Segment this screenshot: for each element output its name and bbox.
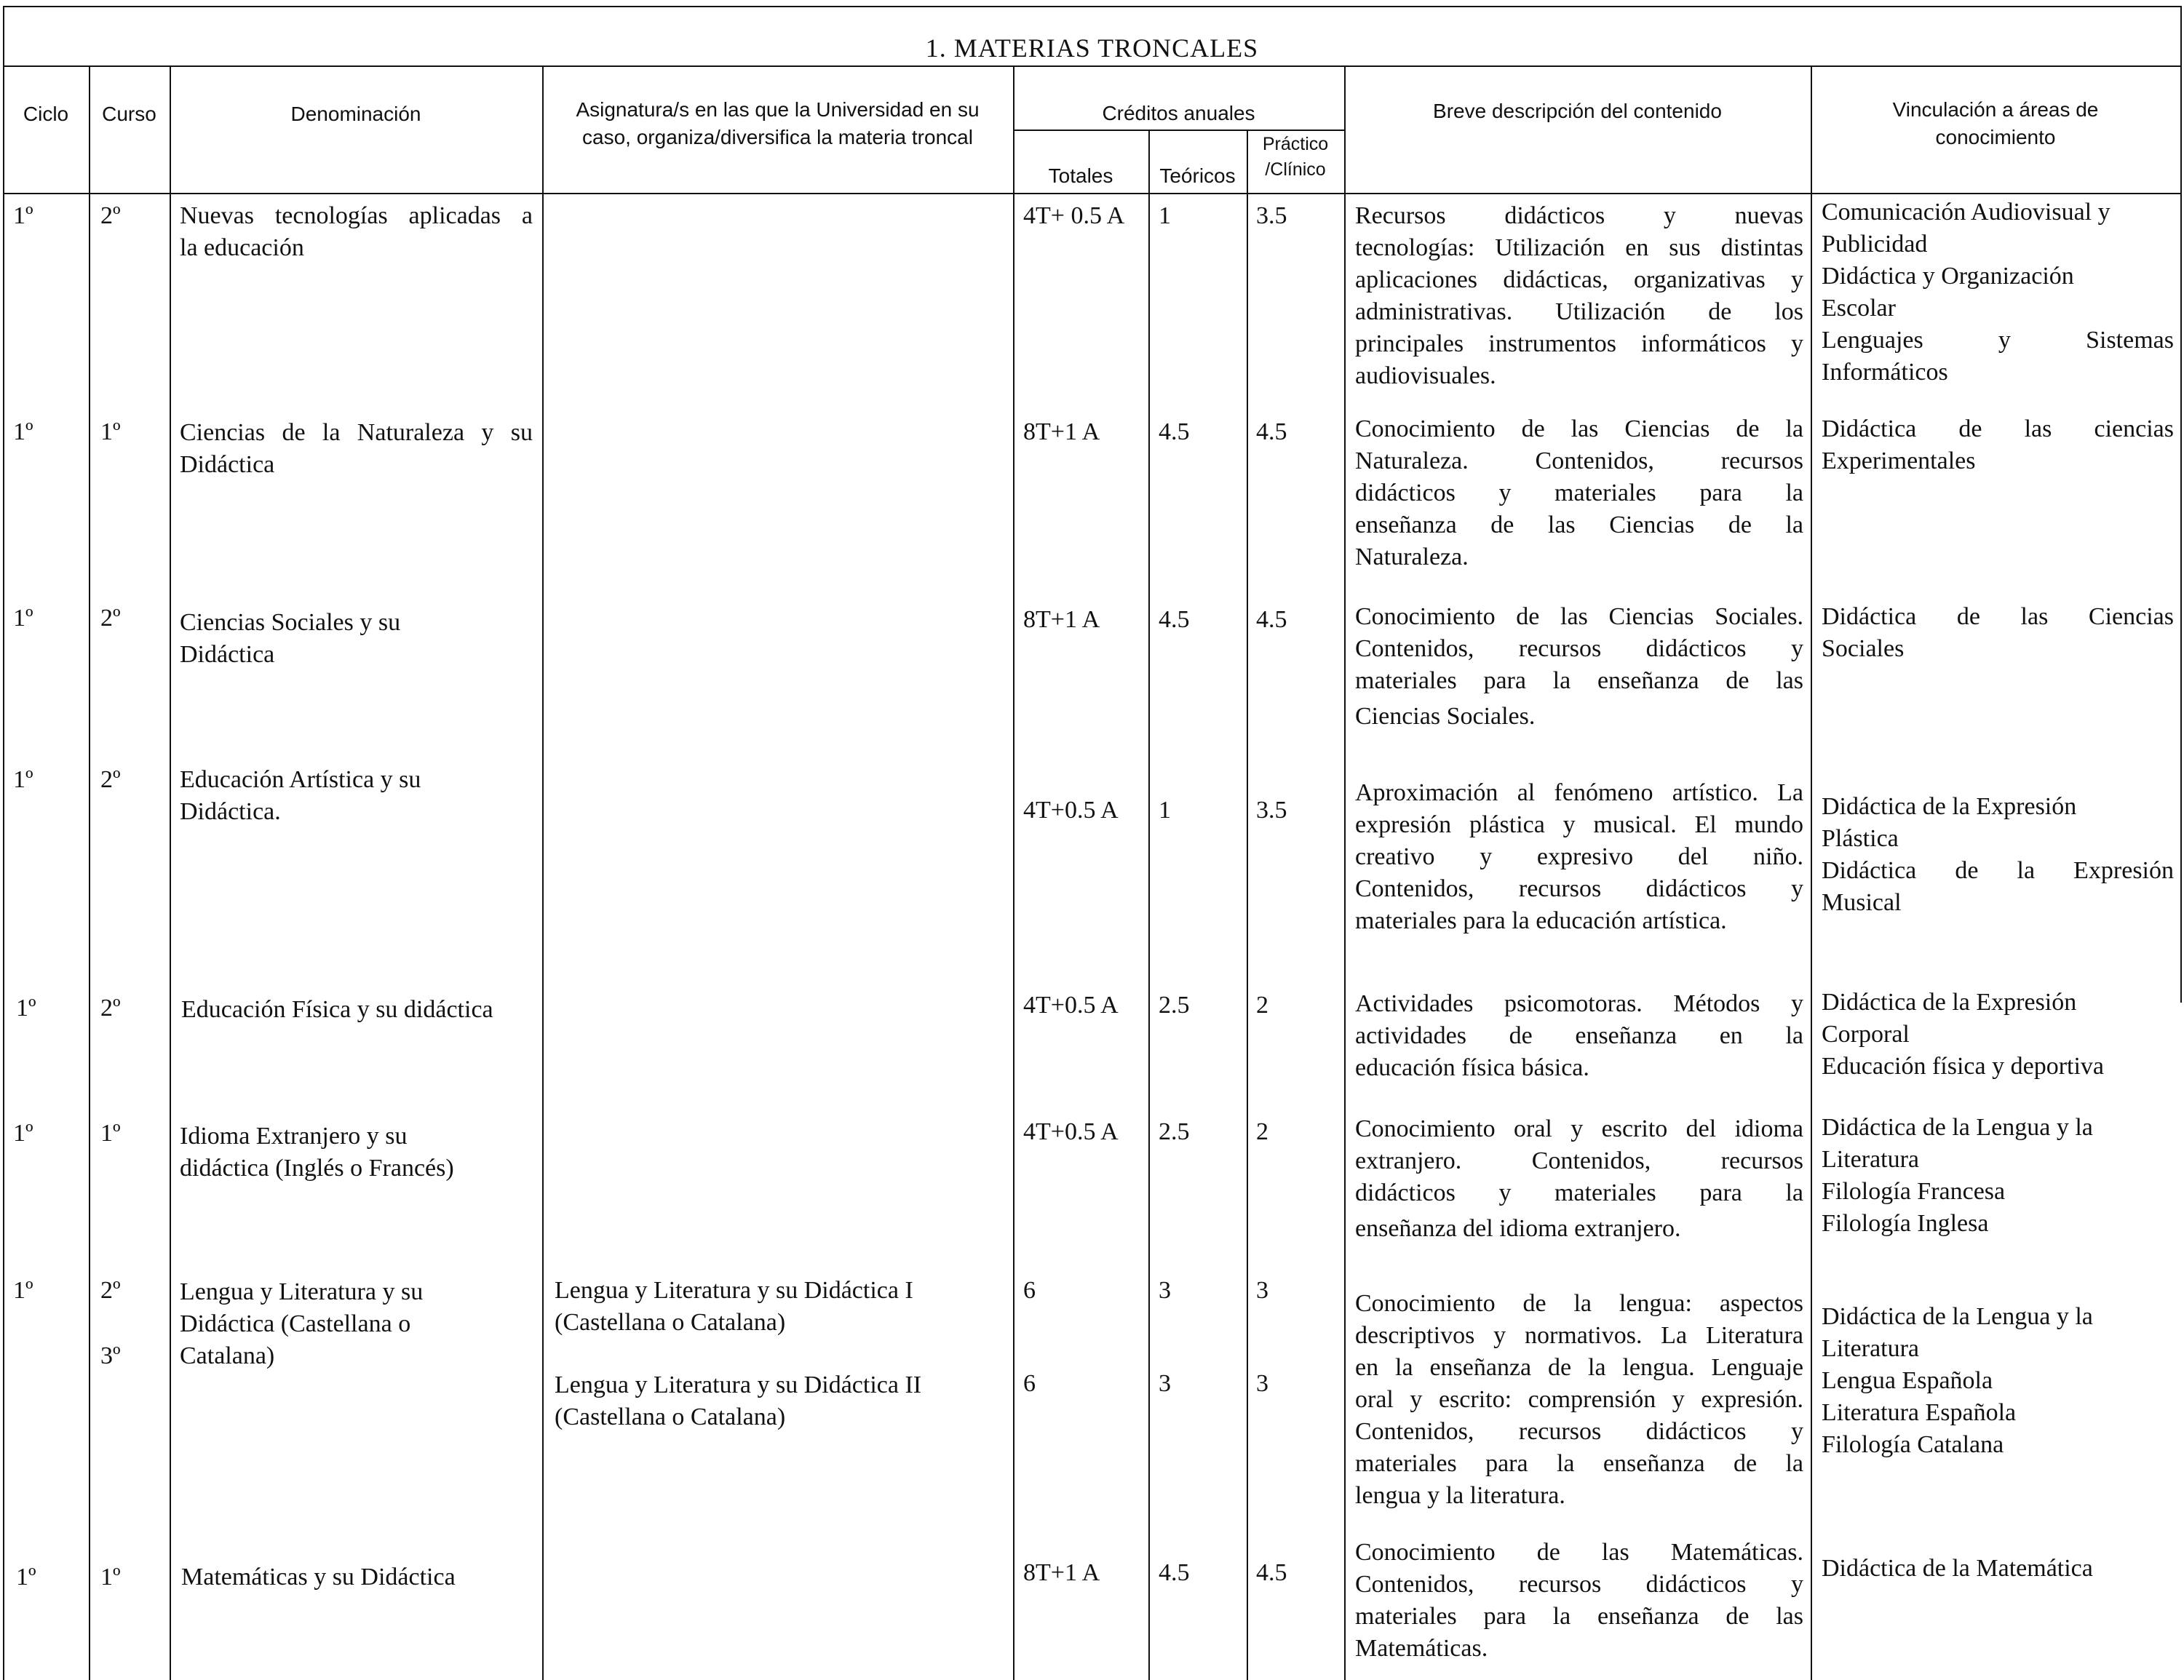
row1-curso: 2º — [100, 202, 121, 229]
row3-vinculacion: Didáctica de las Ciencias Sociales — [1822, 603, 2174, 662]
row3-descripcion: Conocimiento de las Ciencias Sociales. Contenidos, recursos didácticos y materiales para la enseñanza de las Ciencias Sociales. — [1355, 603, 1803, 730]
row7-descripcion: Conocimiento de la lengua: aspectos descriptivos y normativos. La Literatura en la enseñanza de la lengua. Lenguaje oral y escrito: comprensión y expresión. Contenidos, recursos didácticos y materiales para la enseñanza de la lengua y la literatura. — [1355, 1290, 1803, 1509]
header-totales: Totales — [1048, 164, 1113, 187]
row7-teoricos-2: 3 — [1159, 1370, 1171, 1397]
row2-descripcion: Conocimiento de las Ciencias de la Naturaleza. Contenidos, recursos didácticos y materiales para la enseñanza de las Ciencias de la Naturaleza. — [1355, 415, 1803, 570]
row4-teoricos: 1 — [1159, 797, 1171, 824]
header-asignatura-line1: Asignatura/s en las que la Universidad en su — [576, 98, 980, 121]
row7-denominacion-line1: Lengua y Literatura y su — [180, 1278, 424, 1305]
row2-curso: 1º — [100, 418, 121, 445]
row7-curso: 2º — [100, 1277, 121, 1304]
row6-denominacion-line1: Idioma Extranjero y su — [180, 1123, 408, 1150]
credits-subheader-line — [1013, 130, 1344, 131]
row2-totales: 8T+1 A — [1023, 418, 1100, 445]
row8-teoricos: 4.5 — [1159, 1559, 1190, 1586]
row8-descripcion: Conocimiento de las Matemáticas. Contenidos, recursos didácticos y materiales para la enseñanza de las Matemáticas. — [1355, 1539, 1803, 1662]
row1-totales: 4T+ 0.5 A — [1023, 202, 1125, 229]
row3-curso: 2º — [100, 605, 121, 632]
col-line-teoricos — [1247, 130, 1248, 1680]
row5-totales: 4T+0.5 A — [1023, 992, 1119, 1019]
row1-descripcion: Recursos didácticos y nuevas tecnologías: Utilización en sus distintas aplicaciones didácticas, organizativas y administrativas. Utilización de los principales instrumentos informáticos y audiovisuales. — [1355, 202, 1803, 389]
row6-vinculacion: Didáctica de la Lengua y la Literatura Filología Francesa Filología Inglesa — [1822, 1114, 2093, 1237]
row5-teoricos: 2.5 — [1159, 992, 1190, 1019]
row8-ciclo: 1º — [16, 1564, 36, 1591]
header-practico-line1: Práctico — [1262, 134, 1329, 154]
row8-vinculacion: Didáctica de la Matemática — [1822, 1555, 2093, 1582]
row3-ciclo: 1º — [13, 605, 33, 632]
row7-asignatura1-line2: (Castellana o Catalana) — [555, 1309, 786, 1336]
header-ciclo: Ciclo — [23, 103, 69, 125]
page-title: 1. MATERIAS TRONCALES — [925, 33, 1259, 63]
row1-practico: 3.5 — [1256, 202, 1287, 229]
header-practico-line2: /Clínico — [1265, 159, 1326, 180]
header-creditos: Créditos anuales — [1102, 102, 1255, 124]
table-border-left — [3, 6, 4, 1680]
row8-curso: 1º — [100, 1564, 121, 1591]
row2-vinculacion: Didáctica de las ciencias Experimentales — [1822, 415, 2174, 474]
row7-asignatura1-line1: Lengua y Literatura y su Didáctica I — [555, 1277, 913, 1304]
header-denominacion: Denominación — [290, 103, 421, 125]
row2-teoricos: 4.5 — [1159, 418, 1190, 445]
row7-totales: 6 — [1023, 1277, 1036, 1304]
header-vinculacion-line1: Vinculación a áreas de — [1892, 98, 2099, 121]
row4-vinculacion: Didáctica de la Expresión Plástica Didáctica de la Expresión Musical — [1822, 793, 2174, 916]
col-line-practico — [1344, 65, 1346, 1680]
header-descripcion: Breve descripción del contenido — [1433, 100, 1722, 122]
row3-totales: 8T+1 A — [1023, 606, 1100, 633]
row7-denominacion-line2: Didáctica (Castellana o — [180, 1310, 411, 1337]
row1-ciclo: 1º — [13, 202, 33, 229]
row5-ciclo: 1º — [16, 995, 36, 1022]
row8-totales: 8T+1 A — [1023, 1559, 1100, 1586]
row7-practico: 3 — [1256, 1277, 1268, 1304]
header-separator — [3, 193, 2182, 194]
row6-teoricos: 2.5 — [1159, 1118, 1190, 1145]
row1-vinculacion: Comunicación Audiovisual y Publicidad Didáctica y Organización Escolar Lenguajes y Sistemas Informáticos — [1822, 199, 2174, 386]
header-asignatura-line2: caso, organiza/diversifica la materia troncal — [582, 126, 973, 148]
row6-denominacion-line2: didáctica (Inglés o Francés) — [180, 1155, 454, 1182]
col-line-curso — [170, 65, 171, 1680]
row7-curso-2: 3º — [100, 1342, 121, 1369]
row4-denominacion-line1: Educación Artística y su — [180, 766, 421, 793]
row1-denominacion: Nuevas tecnologías aplicadas a la educación — [180, 202, 533, 261]
header-vinculacion-line2: conocimiento — [1935, 126, 2056, 148]
row7-teoricos: 3 — [1159, 1277, 1171, 1304]
row8-denominacion: Matemáticas y su Didáctica — [181, 1564, 456, 1591]
row6-curso: 1º — [100, 1120, 121, 1147]
table-border-right — [2180, 6, 2182, 1003]
col-line-denominacion — [542, 65, 544, 1680]
row2-ciclo: 1º — [13, 418, 33, 445]
row6-descripcion: Conocimiento oral y escrito del idioma extranjero. Contenidos, recursos didácticos y materiales para la enseñanza del idioma extranjero. — [1355, 1115, 1803, 1242]
row2-practico: 4.5 — [1256, 418, 1287, 445]
row3-teoricos: 4.5 — [1159, 606, 1190, 633]
row4-curso: 2º — [100, 766, 121, 793]
col-line-descripcion — [1811, 65, 1812, 1680]
row7-asignatura2-line2: (Castellana o Catalana) — [555, 1404, 786, 1430]
title-separator — [3, 65, 2182, 67]
row4-totales: 4T+0.5 A — [1023, 797, 1119, 824]
header-teoricos: Teóricos — [1159, 164, 1236, 187]
row7-asignatura2-line1: Lengua y Literatura y su Didáctica II — [555, 1372, 922, 1398]
col-line-asignatura — [1013, 65, 1014, 1680]
row5-practico: 2 — [1256, 992, 1268, 1019]
row6-practico: 2 — [1256, 1118, 1268, 1145]
row3-denominacion-line2: Didáctica — [180, 641, 275, 668]
table-border-top — [3, 6, 2182, 7]
row4-practico: 3.5 — [1256, 797, 1287, 824]
row3-denominacion-line1: Ciencias Sociales y su — [180, 609, 401, 636]
row4-descripcion: Aproximación al fenómeno artístico. La expresión plástica y musical. El mundo creativo y expresivo del niño. Contenidos, recursos didácticos y materiales para la educación artística. — [1355, 779, 1803, 934]
row6-ciclo: 1º — [13, 1120, 33, 1147]
row7-practico-2: 3 — [1256, 1370, 1268, 1397]
row4-denominacion-line2: Didáctica. — [180, 798, 281, 825]
row5-curso: 2º — [100, 995, 121, 1022]
row7-denominacion-line3: Catalana) — [180, 1342, 275, 1369]
header-curso: Curso — [102, 103, 156, 125]
row1-teoricos: 1 — [1159, 202, 1171, 229]
row5-descripcion: Actividades psicomotoras. Métodos y actividades de enseñanza en la educación física básica. — [1355, 990, 1803, 1081]
col-line-totales — [1148, 130, 1150, 1680]
row5-vinculacion: Didáctica de la Expresión Corporal Educación física y deportiva — [1822, 989, 2105, 1080]
row7-totales-2: 6 — [1023, 1370, 1036, 1397]
row7-ciclo: 1º — [13, 1277, 33, 1304]
row8-practico: 4.5 — [1256, 1559, 1287, 1586]
row7-vinculacion: Didáctica de la Lengua y la Literatura Lengua Española Literatura Española Filología Catalana — [1822, 1303, 2093, 1458]
row2-denominacion: Ciencias de la Naturaleza y su Didáctica — [180, 419, 533, 478]
row6-totales: 4T+0.5 A — [1023, 1118, 1119, 1145]
col-line-ciclo — [89, 65, 90, 1680]
row5-denominacion: Educación Física y su didáctica — [181, 996, 493, 1023]
row4-ciclo: 1º — [13, 766, 33, 793]
row3-practico: 4.5 — [1256, 606, 1287, 633]
